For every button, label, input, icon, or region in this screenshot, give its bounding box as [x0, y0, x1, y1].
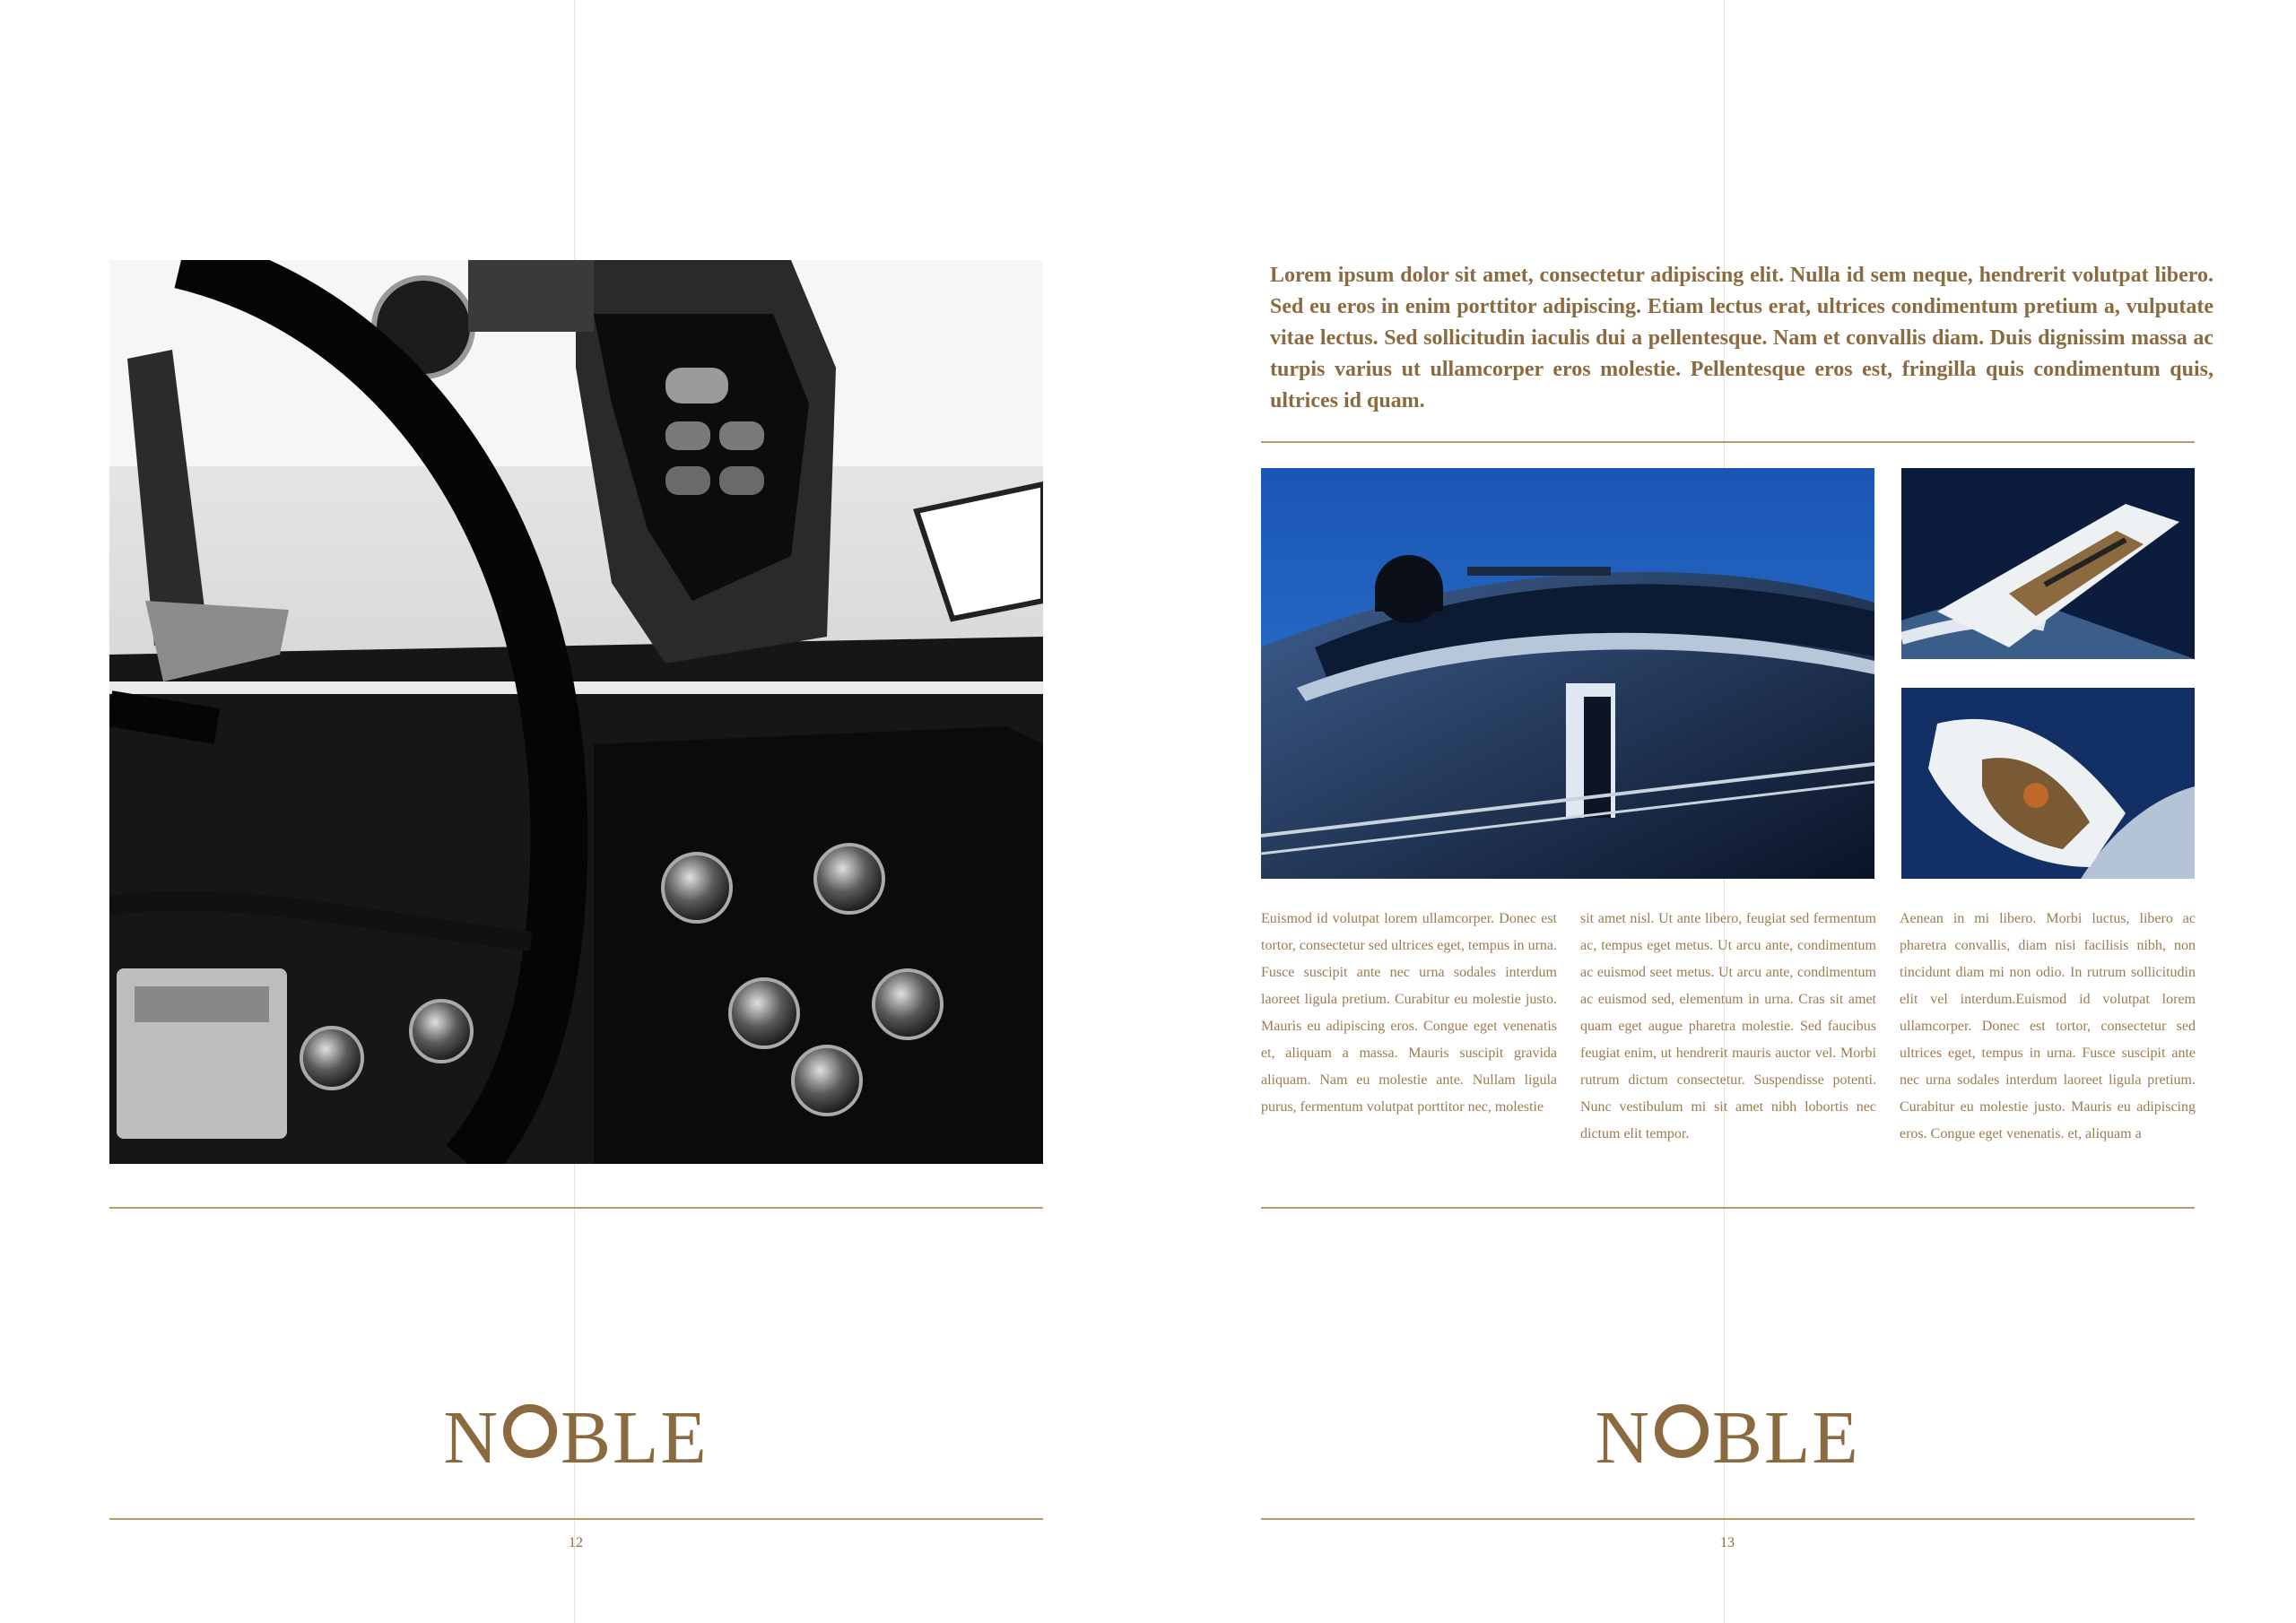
- lead-paragraph: Lorem ipsum dolor sit amet, consectetur adipiscing elit. Nulla id sem neque, hendrerit volutpat libero. Sed eu eros in enim porttitor adipiscing. Etiam lectus erat, ultrices condimentum pretium a, vulputate vitae lectus. Sed sollicitudin iaculis dui a pellentesque. Nam et convallis diam. Duis dignissim massa ac turpis varius ut ullamcorper eros molestie. Pellentesque eros est, fringilla quis condimentum quis, ultrices id quam.: [1270, 264, 2213, 412]
- page-number: 13: [1720, 1535, 1735, 1550]
- footer-rule: [109, 1518, 1043, 1520]
- noble-logo: [1548, 1394, 1907, 1481]
- noble-logo-ring-icon: [503, 1404, 557, 1458]
- page-number: 12: [569, 1535, 583, 1550]
- logo-letters-start: N: [1595, 1396, 1651, 1480]
- yacht-photo-bottom: [1901, 688, 2195, 879]
- logo-letters-end: BLE: [1712, 1396, 1860, 1480]
- footer-rule: [1261, 1518, 2195, 1520]
- body-column-1: Euismod id volutpat lorem ullamcorper. Donec est tortor, consectetur sed ultrices eget, tempus in urna. Fusce suscipit ante nec urna sodales interdum laoreet ligula pretium. Curabitur eu molestie justo. Mauris eu adipiscing eros. Congue eget venenatis et, aliquam a massa. Mauris suscipit gravida aliquam. Nam eu molestie ante. Nullam ligula purus, fermentum volutpat porttitor nec, molestie: [1261, 911, 1557, 1115]
- logo-letters-end: BLE: [561, 1396, 709, 1480]
- body-column-3: Aenean in mi libero. Morbi luctus, libero ac pharetra convallis, diam nisi facilisis nibh, non tincidunt diam mi non odio. In rutrum sollicitudin elit vel interdum.Euismod id volutpat lorem ullamcorper. Donec est tortor, consectetur sed ultrices eget, tempus in urna. Fusce suscipit ante nec urna sodales interdum laoreet ligula pretium. Curabitur eu molestie justo. Mauris eu adipiscing eros. Congue eget venenatis. et, aliquam a: [1900, 911, 2196, 1141]
- divider-rule: [1261, 1207, 2195, 1209]
- helm-photo: [109, 260, 1043, 1164]
- divider-rule: [1261, 441, 2195, 443]
- yacht-photo-top: [1901, 468, 2195, 659]
- noble-logo-ring-icon: [1655, 1404, 1709, 1458]
- divider-rule: [109, 1207, 1043, 1209]
- body-column-2: sit amet nisl. Ut ante libero, feugiat sed fermentum ac, tempus eget metus. Ut arcu ante, condimentum ac euismod seet metus. Ut arcu ante, condimentum ac euismod sed, elementum in urna. Cras sit amet quam eget augue pharetra molestie. Sed faucibus feugiat enim, ut hendrerit mauris auctor vel. Morbi rutrum dictum consectetur. Suspendisse potenti. Nunc vestibulum mi sit amet nibh lobortis nec dictum elit tempor.: [1580, 911, 1876, 1141]
- noble-logo: [396, 1394, 755, 1481]
- yacht-photo-main: [1261, 468, 1874, 879]
- logo-letters-start: N: [443, 1396, 500, 1480]
